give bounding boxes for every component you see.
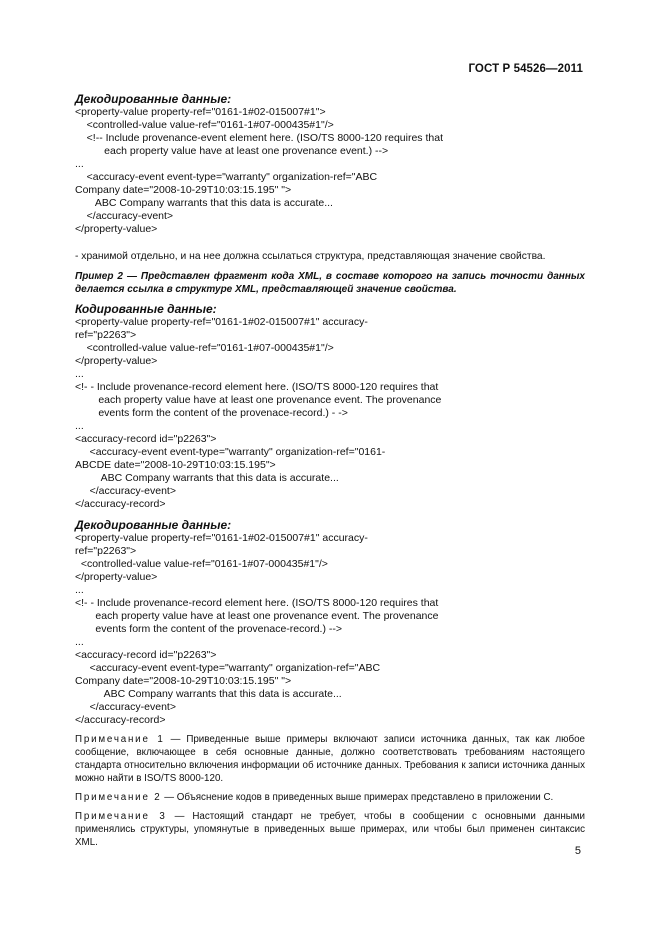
note-3 [75,810,585,849]
note-text: — Настоящий стандарт не требует, чтобы в сообщении с основными данными применялись структуры, упомянутые в приведенных выше примерах, или чтобы был применен синтаксис XML. [75,811,586,848]
code-line: ABCDE date="2008-10-29T10:03:15.195"> [75,459,276,471]
code-line: ref="p2263"> [75,329,137,341]
encoded-data-block [75,302,585,511]
stored-separately-paragraph: - хранимой отдельно, и на нее должна ссылаться структура, представляющая значение свойства. [75,251,546,262]
code-line: <!-- Include provenance-event element here. (ISO/TS 8000-120 requires that [75,132,443,144]
code-line: ABC Company warrants that this data is accurate... [75,688,342,700]
code-line: <property-value property-ref="0161-1#02-015007#1"> [75,106,326,118]
page-content [75,92,585,849]
code-line: each property value have at least one provenance event. The provenance [75,394,442,406]
note-1 [75,733,585,785]
code-line: each property value have at least one provenance event. The provenance [75,610,439,622]
code-line: <accuracy-event event-type="warranty" organization-ref="ABC [75,662,381,674]
code-line: Company date="2008-10-29T10:03:15.195" "> [75,675,292,687]
code-line: ... [75,368,84,380]
code-line: </accuracy-event> [75,485,176,497]
section-heading: Декодированные данные: [75,518,232,532]
note-text: — Объяснение кодов в приведенных выше примерах представлено в приложении С. [161,792,554,803]
code-line: ABC Company warrants that this data is accurate... [75,472,339,484]
code-line: ABC Company warrants that this data is accurate... [75,197,333,209]
note-2 [75,791,585,804]
code-line: <!- - Include provenance-record element here. (ISO/TS 8000-120 requires that [75,597,439,609]
code-line: <controlled-value value-ref="0161-1#07-000435#1"/> [75,119,334,131]
code-line: ... [75,584,84,596]
code-line: <property-value property-ref="0161-1#02-015007#1" accuracy- [75,316,368,328]
page-number: 5 [574,845,581,857]
code-line: </property-value> [75,223,158,235]
code-line: </accuracy-record> [75,498,166,510]
code-line: </property-value> [75,355,158,367]
note-text: — Приведенные выше примеры включают записи источника данных, так как любое сообщение, включающее в себя основные данные, должно соответствовать требованиям настоящего стандарта относительно включения информации об источнике данных. Требования к записи источника данных можно найти в ISO/TS 8000-120. [75,734,586,784]
code-line: events form the content of the provenace-record.) - -> [75,407,348,419]
standard-code-header: ГОСТ Р 54526—2011 [468,63,583,75]
code-line: <accuracy-record id="p2263"> [75,649,217,661]
code-line: <controlled-value value-ref="0161-1#07-000435#1"/> [75,558,328,570]
code-line: ... [75,420,84,432]
decoded-data-block-1 [75,92,585,236]
code-line: <property-value property-ref="0161-1#02-015007#1" accuracy- [75,532,368,544]
code-line: </accuracy-record> [75,714,166,726]
code-line: ... [75,636,84,648]
code-line: each property value have at least one provenance event.) --> [75,145,389,157]
code-line: </accuracy-event> [75,210,174,222]
code-line: Company date="2008-10-29T10:03:15.195" "> [75,184,292,196]
note-label: Примечание 2 [75,792,162,803]
code-line: <accuracy-record id="p2263"> [75,433,217,445]
code-line: <accuracy-event event-type="warranty" organization-ref="0161- [75,446,386,458]
decoded-data-block-2 [75,518,585,727]
section-heading: Декодированные данные: [75,92,232,106]
section-heading: Кодированные данные: [75,302,217,316]
code-line: <controlled-value value-ref="0161-1#07-000435#1"/> [75,342,334,354]
code-line: events form the content of the provenace-record.) --> [75,623,343,635]
example-2-caption: Пример 2 — Представлен фрагмент кода XML, в составе которого на запись точности данных делается ссылка в структуре XML, представляющей значение свойства. [75,271,585,295]
code-line: ... [75,158,84,170]
code-line: ref="p2263"> [75,545,137,557]
code-line: <!- - Include provenance-record element here. (ISO/TS 8000-120 requires that [75,381,439,393]
code-line: <accuracy-event event-type="warranty" organization-ref="ABC [75,171,378,183]
code-line: </accuracy-event> [75,701,176,713]
note-label: Примечание 1 [75,734,165,745]
note-label: Примечание 3 [75,811,167,822]
code-line: </property-value> [75,571,158,583]
